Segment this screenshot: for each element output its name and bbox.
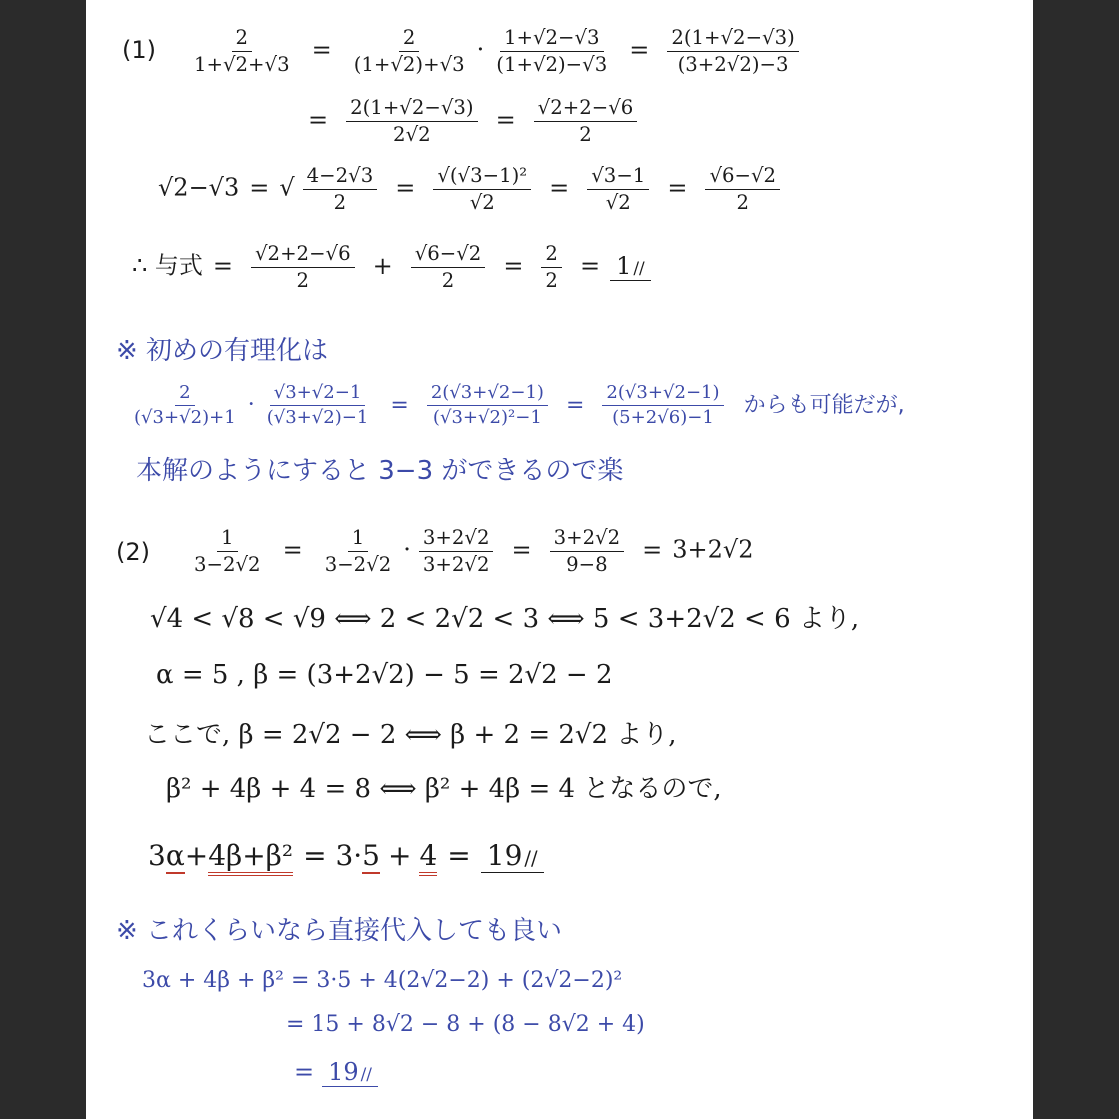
fraction bbox=[587, 166, 649, 212]
fraction bbox=[667, 28, 798, 74]
fraction bbox=[705, 166, 780, 212]
numerator: √6−√2 bbox=[705, 166, 780, 190]
denominator: (5+2√6)−1 bbox=[612, 407, 714, 429]
fraction bbox=[190, 28, 294, 74]
p1-line-2: = $\frac{2(1+√2-√3)}{2√2}$ = $\frac{√2+2-√6}{2}$ bbox=[298, 98, 645, 144]
end-mark: // bbox=[633, 257, 645, 278]
underlined-five: 5 bbox=[362, 839, 380, 872]
numerator: 2 bbox=[175, 384, 194, 406]
numerator: 2(√3+√2−1) bbox=[427, 384, 548, 406]
p2-line-5: β² + 4β + 4 = 8 ⟺ β² + 4β = 4 となるので, bbox=[166, 774, 722, 804]
denominator: 3−2√2 bbox=[324, 552, 392, 576]
denominator: 2√2 bbox=[393, 122, 431, 146]
numerator: 1+√2−√3 bbox=[500, 28, 604, 52]
denominator: 3−2√2 bbox=[194, 552, 261, 576]
p2-line-4: ここで, β = 2√2 − 2 ⟺ β + 2 = 2√2 より, bbox=[144, 720, 677, 750]
underlined-beta-terms: 4β+β² bbox=[208, 839, 293, 876]
fraction bbox=[251, 244, 355, 290]
numerator: √3−1 bbox=[587, 166, 649, 190]
note-answer: 19 // bbox=[322, 1058, 378, 1087]
numerator: 2(1+√2−√3) bbox=[346, 98, 477, 122]
numerator: √6−√2 bbox=[411, 244, 486, 268]
numerator: 1 bbox=[217, 528, 238, 552]
p2-line-2: √4 < √8 < √9 ⟺ 2 < 2√2 < 3 ⟺ 5 < 3+2√2 < 6 より, bbox=[150, 604, 860, 634]
p1-line-1: $\frac{2}{1+√2+√3}$ = $\frac{2}{(1+√2)+√3}$ · $\frac{1+√2-√3}{(1+√2)-√3}$ = $\frac{2(1+√2-√3)}{(3+2√2)-3}$ bbox=[182, 28, 807, 74]
fraction bbox=[321, 528, 396, 574]
underlined-alpha: α bbox=[165, 839, 185, 872]
numerator: 1 bbox=[348, 528, 369, 552]
fraction bbox=[602, 384, 723, 427]
denominator: 2 bbox=[296, 268, 310, 292]
end-mark: // bbox=[524, 847, 538, 870]
numerator: 3+2√2 bbox=[419, 528, 494, 552]
answer-1: 1 // bbox=[610, 252, 651, 281]
fraction bbox=[350, 28, 469, 74]
numerator: 3+2√2 bbox=[550, 528, 625, 552]
p2-note-line-4: = 19 // bbox=[294, 1060, 378, 1084]
fraction bbox=[541, 244, 562, 290]
fraction bbox=[303, 166, 378, 212]
numerator: 4−2√3 bbox=[303, 166, 378, 190]
fraction bbox=[419, 528, 494, 574]
fraction bbox=[427, 384, 548, 427]
denominator: 2 bbox=[736, 190, 749, 214]
p2-note-line-3: = 15 + 8√2 − 8 + (8 − 8√2 + 4) bbox=[286, 1012, 645, 1037]
denominator: 2 bbox=[441, 268, 455, 292]
numerator: √2+2−√6 bbox=[251, 244, 355, 268]
numerator: √(√3−1)² bbox=[433, 166, 531, 190]
denominator: (√3+√2)−1 bbox=[266, 407, 369, 429]
denominator: 1+√2+√3 bbox=[194, 52, 290, 76]
denominator: 9−8 bbox=[566, 552, 608, 576]
p2-line-3: α = 5 , β = (3+2√2) − 5 = 2√2 − 2 bbox=[156, 660, 613, 690]
fraction bbox=[433, 166, 531, 212]
denominator: (√3+√2)+1 bbox=[134, 407, 236, 429]
numerator: √3+√2−1 bbox=[270, 384, 366, 406]
denominator: 3+2√2 bbox=[422, 552, 490, 576]
denominator: 2 bbox=[579, 122, 592, 146]
fraction bbox=[130, 384, 240, 427]
numerator: 2(1+√2−√3) bbox=[667, 28, 798, 52]
denominator: 2 bbox=[545, 268, 558, 292]
underlined-four: 4 bbox=[419, 839, 437, 876]
p1-line-4: ∴ 与式 = $\frac{√2+2-√6}{2}$ + $\frac{√6-√2}{2}$ = $\frac{2}{2}$ = 1 // bbox=[132, 244, 651, 290]
denominator: 2 bbox=[333, 190, 347, 214]
p2-note-line-2: 3α + 4β + β² = 3·5 + 4(2√2−2) + (2√2−2)² bbox=[142, 968, 623, 993]
denominator: (1+√2)+√3 bbox=[353, 52, 465, 76]
p2-note-title: ※ これくらいなら直接代入しても良い bbox=[116, 916, 563, 946]
numerator: 2 bbox=[541, 244, 562, 268]
answer-2: 19 // bbox=[481, 839, 544, 873]
p2-line-1: $\frac{1}{3-2√2}$ = $\frac{1}{3-2√2}$ · $\frac{3+2√2}{3+2√2}$ = $\frac{3+2√2}{9-8}$ = 3+2√2 bbox=[182, 528, 754, 574]
numerator: 2 bbox=[399, 28, 420, 52]
fraction bbox=[190, 528, 265, 574]
p2-line-6: 3α+4β+β² = 3·5 + 4 = 19 // bbox=[148, 842, 544, 870]
denominator: √2 bbox=[605, 190, 631, 214]
p1-note-line-2: $\frac{2}{(√3+√2)+1}$ · $\frac{√3+√2-1}{(√3+√2)-1}$ = $\frac{2(√3+√2-1)}{\text{(√3+√2)²−1}}$ = $\frac{2(√3+√2-1)}{(5+2√6)-1}$ からも可能だが, bbox=[122, 384, 905, 427]
numerator: 2(√3+√2−1) bbox=[602, 384, 723, 406]
fraction bbox=[492, 28, 611, 74]
numerator: 2 bbox=[232, 28, 253, 52]
problem-2-label: (2) bbox=[116, 538, 150, 566]
fraction bbox=[263, 384, 373, 427]
p1-note-title: ※ 初めの有理化は bbox=[116, 336, 329, 366]
fraction bbox=[346, 98, 477, 144]
fraction bbox=[411, 244, 486, 290]
numerator: √2+2−√6 bbox=[534, 98, 638, 122]
denominator: (3+2√2)−3 bbox=[677, 52, 789, 76]
p1-note-line-3: 本解のようにすると 3−3 ができるので楽 bbox=[136, 456, 624, 486]
denominator: √2 bbox=[469, 190, 495, 214]
fraction bbox=[550, 528, 625, 574]
denominator: (1+√2)−√3 bbox=[496, 52, 608, 76]
document-page bbox=[86, 0, 1033, 1119]
fraction bbox=[534, 98, 638, 144]
denominator: (√3+√2)²−1 bbox=[432, 407, 542, 429]
p1-line-3: √2−√3 = √ $\frac{4-2√3}{2}$ = $\frac{\text{√(√3−1)²}}{√2}$ = $\frac{√3-1}{√2}$ = $\frac{√6-√2}{2}$ bbox=[158, 166, 788, 212]
end-mark: // bbox=[360, 1064, 372, 1084]
problem-1-label: (1) bbox=[122, 36, 156, 64]
